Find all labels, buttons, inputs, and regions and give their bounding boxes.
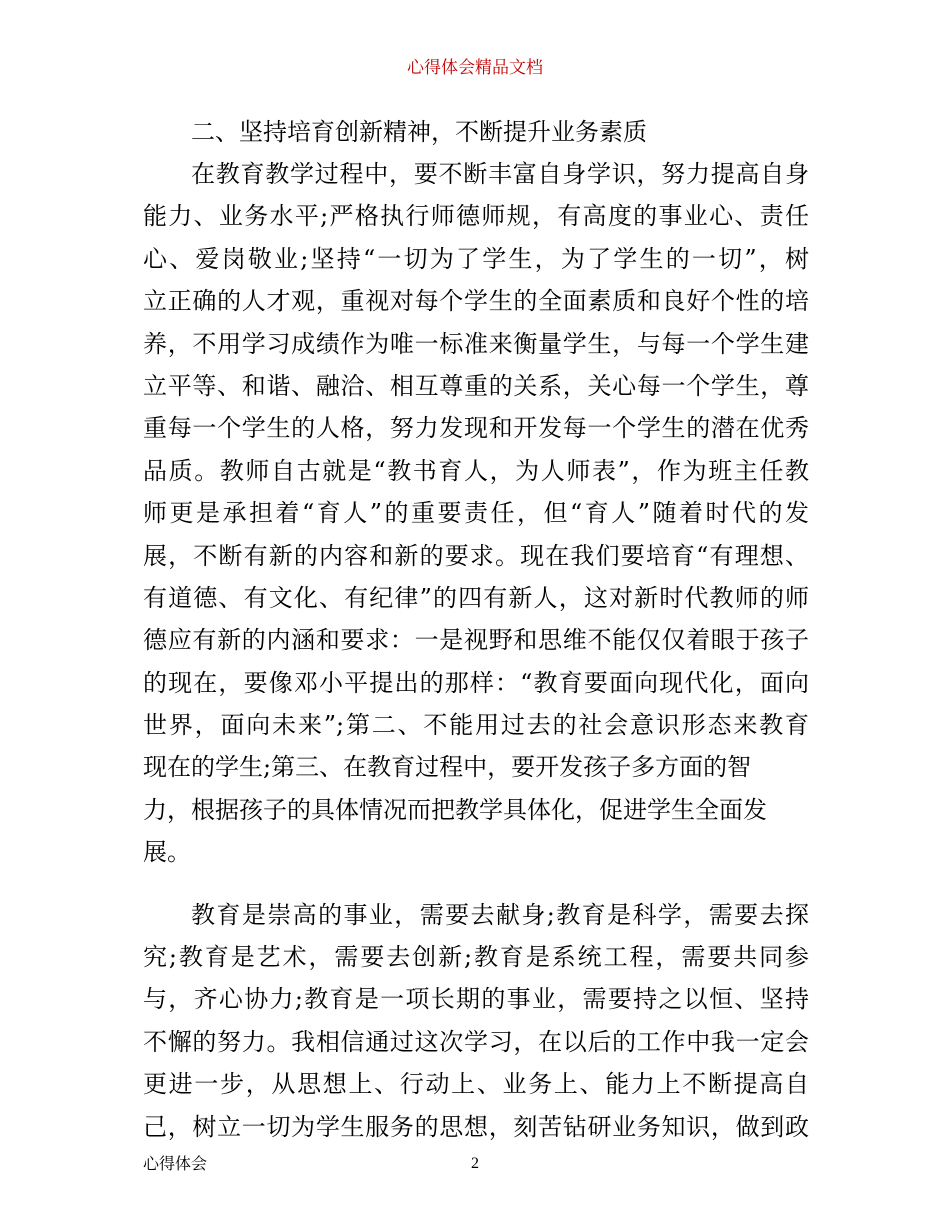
paragraph-line: 立正确的人才观，重视对每个学生的全面素质和良好个性的培 xyxy=(143,287,809,316)
paragraph-line: 能力、业务水平;严格执行师德师规，有高度的事业心、责任 xyxy=(143,202,809,231)
paragraph-line: 的现在，要像邓小平提出的那样：“教育要面向现代化，面向 xyxy=(143,668,809,697)
paragraph-line: 德应有新的内涵和要求：一是视野和思维不能仅仅着眼于孩子 xyxy=(143,626,809,655)
paragraph-line: 立平等、和谐、融洽、相互尊重的关系，关心每一个学生，尊 xyxy=(143,371,809,400)
paragraph-line: 力，根据孩子的具体情况而把教学具体化，促进学生全面发 xyxy=(143,795,767,824)
paragraph-line: 师更是承担着“育人”的重要责任，但“育人”随着时代的发 xyxy=(143,499,809,528)
paragraph-line: 养，不用学习成绩作为唯一标准来衡量学生，与每一个学生建 xyxy=(143,329,809,358)
paragraph-line: 重每一个学生的人格，努力发现和开发每一个学生的潜在优秀 xyxy=(143,414,809,443)
paragraph-line: 世界，面向未来”;第二、不能用过去的社会意识形态来教育 xyxy=(143,711,809,740)
paragraph-line: 究;教育是艺术，需要去创新;教育是系统工程，需要共同参 xyxy=(143,943,809,972)
paragraph-line: 不懈的努力。我相信通过这次学习，在以后的工作中我一定会 xyxy=(143,1027,809,1056)
paragraph-line: 现在的学生;第三、在教育过程中，要开发孩子多方面的智 xyxy=(143,753,752,782)
paragraph-line: 展。 xyxy=(143,838,191,867)
page-header: 心得体会精品文档 xyxy=(407,58,543,78)
page-number: 2 xyxy=(471,1155,479,1172)
paragraph-line: 己，树立一切为学生服务的思想，刻苦钻研业务知识，做到政 xyxy=(143,1112,809,1141)
paragraph-line: 在教育教学过程中，要不断丰富自身学识，努力提高自身 xyxy=(191,160,809,188)
paragraph-line: 更进一步，从思想上、行动上、业务上、能力上不断提高自 xyxy=(143,1070,809,1099)
paragraph-2 xyxy=(143,894,809,1148)
paragraph-line: 与，齐心协力;教育是一项长期的事业，需要持之以恒、坚持 xyxy=(143,985,809,1014)
paragraph-line: 品质。教师自古就是“教书育人，为人师表”，作为班主任教 xyxy=(143,456,809,485)
paragraph-line: 展，不断有新的内容和新的要求。现在我们要培育“有理想、 xyxy=(143,541,809,570)
paragraph-line: 有道德、有文化、有纪律”的四有新人，这对新时代教师的师 xyxy=(143,583,809,612)
paragraph-line: 心、爱岗敬业;坚持“一切为了学生，为了学生的一切”，树 xyxy=(143,244,809,273)
paragraph-1 xyxy=(143,153,809,874)
paragraph-line: 教育是崇高的事业，需要去献身;教育是科学，需要去探 xyxy=(191,900,809,929)
footer-label: 心得体会 xyxy=(143,1154,208,1173)
document-body xyxy=(143,111,809,1148)
section-heading: 二、坚持培育创新精神，不断提升业务素质 xyxy=(191,118,647,146)
